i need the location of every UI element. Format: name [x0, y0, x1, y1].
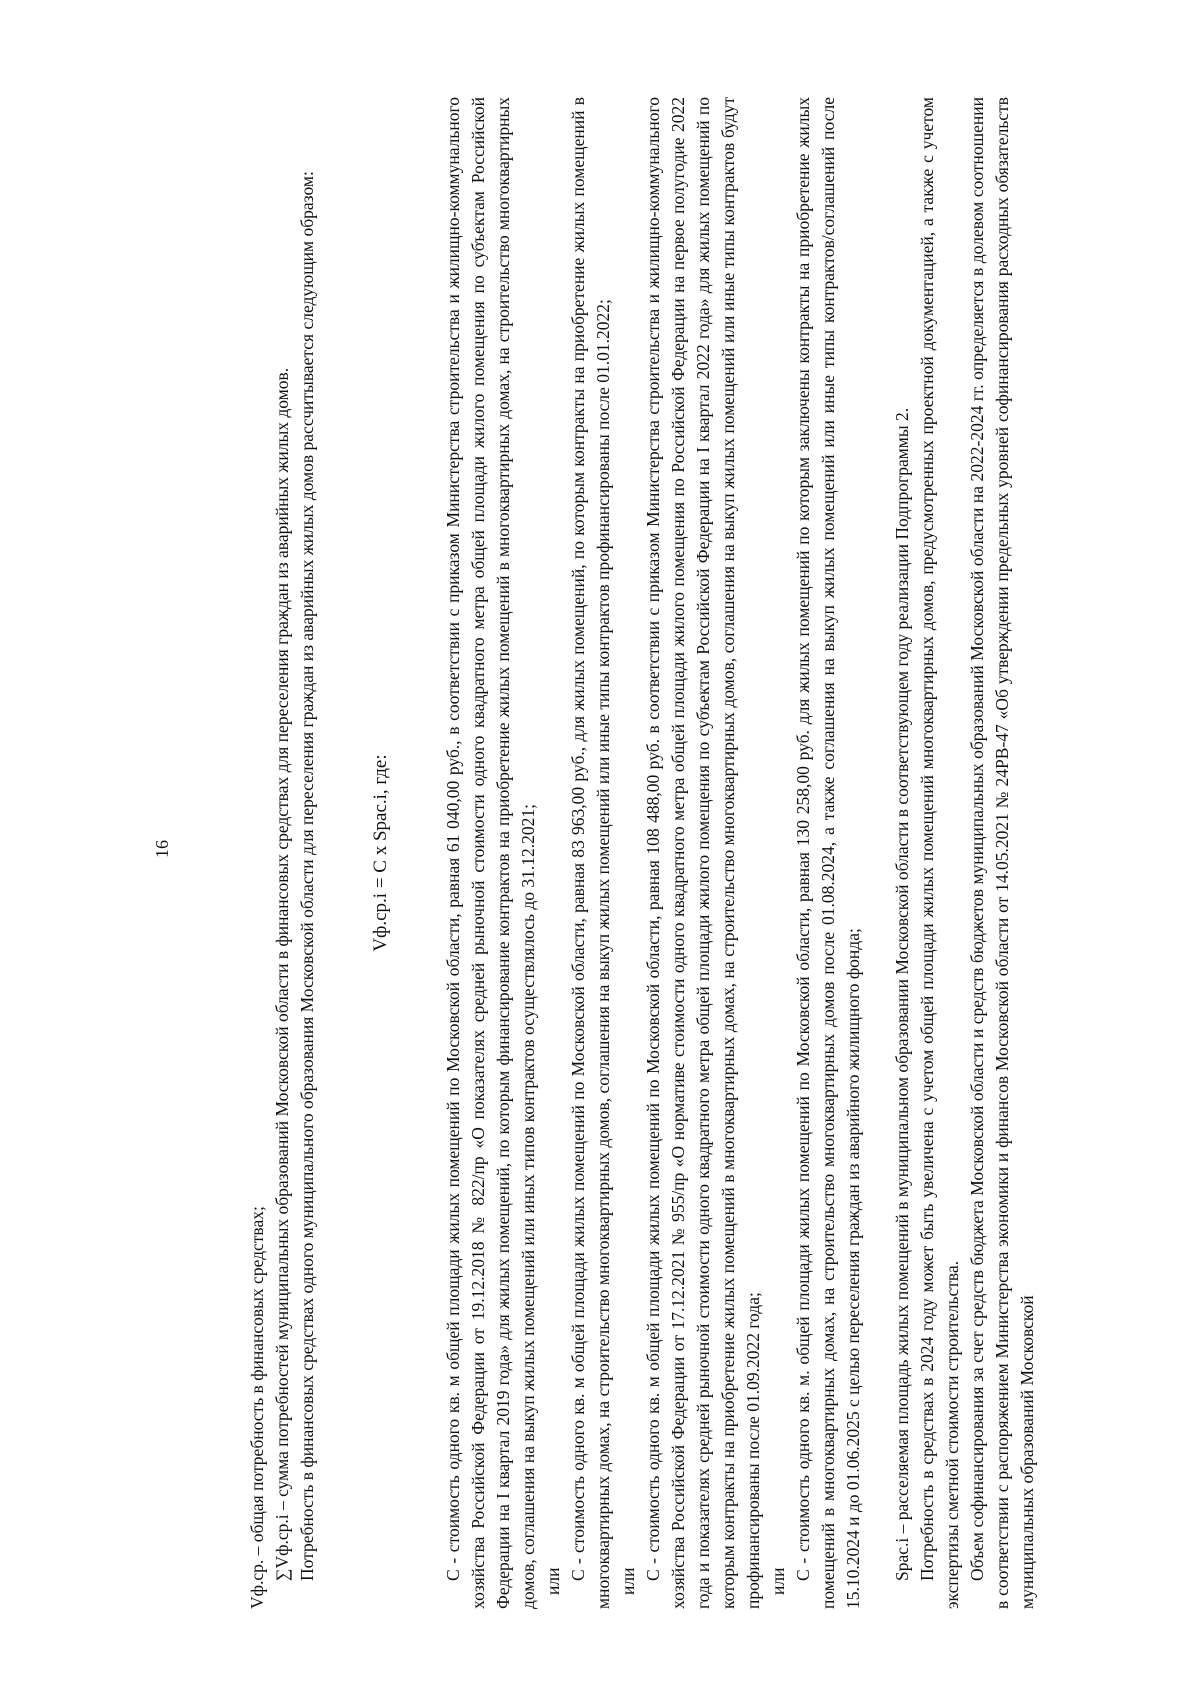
definition-total: Vф.ср. – общая потребность в финансовых средствах; — [247, 1205, 267, 1609]
page-number: 16 — [152, 839, 172, 858]
need-paragraph: Потребность в средствах в 2024 году может быть увеличена с учетом общей площади жилых помещений многоквартирных домов, предусмотренных проектной документацией, а также с учетом экспертизы сметной стоимости строительства. — [917, 96, 962, 1609]
rotated-sheet — [150, 49, 1050, 1649]
cost-definition-4: С - стоимость одного кв. м. общей площади жилых помещений по Московской области, равная 130 258,00 руб. для жилых помещений по которым заключены контракты на приобретение жилых помещений в многоквартирных домах, на строительство многоквартирных домов после 01.08.2024, а также соглашения на выкуп жилых помещений или иные типы контрактов/соглашений после 15.10.2024 и до 01.06.2025 с целью переселения граждан из аварийного жилищного фонда; — [793, 96, 863, 1609]
cost-definition-1: С - стоимость одного кв. м общей площади жилых помещений по Московской области, равная 61 040,00 руб., в соответствии с приказом Министерства строительства и жилищно-коммунального хозяйства Российской Федерации от 19.12.2018 № 822/пр «О показателях средней рыночной стоимости одного квадратного метра общей площади жилого помещения по субъектам Российской Федерации на I квартал 2019 года» для жилых помещений, по которым финансирование контрактов на приобретение жилых помещений в многоквартирных домах, на строительство многоквартирных домов, соглашения на выкуп жилых помещений или иных типов контрактов осуществлялось до 31.12.2021; — [443, 96, 538, 1609]
or-separator-3: или — [768, 1567, 788, 1595]
cost-definition-2: С - стоимость одного кв. м общей площади жилых помещений по Московской области, равная 83 963,00 руб., для жилых помещений, по которым контракты на приобретение жилых помещений в многоквартирных домах, на строительство многоквартирных домов, соглашения на выкуп жилых помещений или иные типы контрактов профинансированы после 01.01.2022; — [568, 96, 613, 1609]
definition-sum: ∑Vф.ср.i – сумма потребностей муниципальных образований Московской области в финансовых средствах для переселения граждан из аварийных жилых домов. — [272, 367, 292, 1581]
or-separator-1: или — [543, 1567, 563, 1595]
formula: Vф.ср.i = С x Sрас.i, где: — [370, 753, 391, 952]
document-body — [245, 97, 1040, 1609]
calculation-intro: Потребность в финансовых средствах одного муниципального образования Московской области для переселения граждан из аварийных жилых домов рассчитывается следующим образом: — [297, 170, 317, 1581]
area-definition: Sрас.i – расселяемая площадь жилых помещений в муниципальном образовании Московской области в соответствующем году реализации Подпрограммы 2. — [892, 407, 912, 1581]
cofinancing-paragraph: Объем софинансирования за счет средств бюджета Московской области и средств бюджетов муниципальных образований Московской области на 2022-2024 гг. определяется в долевом соотношении в соответствии с распоряжением Министерства экономики и финансов Московской области от 14.05.2021 № 24РВ-47 «Об утверждении предельных уровней софинансирования расходных обязательств муниципальных образований Московской — [967, 96, 1037, 1609]
or-separator-2: или — [618, 1567, 638, 1595]
cost-definition-3: С - стоимость одного кв. м общей площади жилых помещений по Московской области, равная 108 488,00 руб. в соответствии с приказом Министерства строительства и жилищно-коммунального хозяйства Российской Федерации от 17.12.2021 № 955/пр «О нормативе стоимости одного квадратного метра общей площади жилого помещения по Российской Федерации на первое полугодие 2022 года и показателях средней рыночной стоимости одного квадратного метра общей площади жилого помещения по субъектам Российской Федерации на I квартал 2022 года» для жилых помещений по которым контракты на приобретение жилых помещений в многоквартирных домах, на строительство многоквартирных домов, соглашения на выкуп жилых помещений или иные типы контрактов будут профинансированы после 01.09.2022 года; — [643, 96, 763, 1609]
